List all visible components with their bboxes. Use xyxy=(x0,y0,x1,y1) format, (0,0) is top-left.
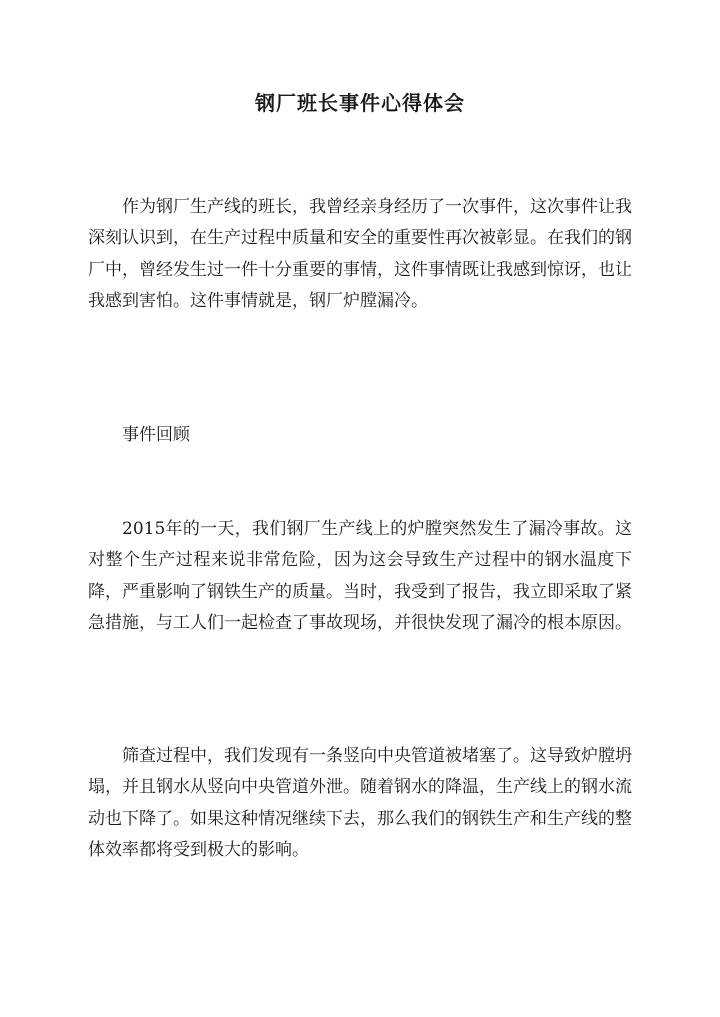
document-title: 钢厂班长事件心得体会 xyxy=(255,91,465,115)
section-heading-event-review: 事件回顾 xyxy=(122,425,190,445)
paragraph-event-description: 2015年的一天，我们钢厂生产线上的炉膛突然发生了漏冷事故。这对整个生产过程来说非常危险，因为这会导致生产过程中的钢水温度下降，严重影响了钢铁生产的质量。当时，我受到了报告，我立即采取了紧急措施，与工人们一起检查了事故现场，并很快发现了漏冷的根本原因。 xyxy=(88,519,632,633)
paragraph-investigation: 筛查过程中，我们发现有一条竖向中央管道被堵塞了。这导致炉膛坍塌，并且钢水从竖向中央管道外泄。随着钢水的降温，生产线上的钢水流动也下降了。如果这种情况继续下去，那么我们的钢铁生产和生产线的整体效率都将受到极大的影响。 xyxy=(88,746,632,860)
paragraph-intro: 作为钢厂生产线的班长，我曾经亲身经历了一次事件，这次事件让我深刻认识到，在生产过程中质量和安全的重要性再次被彰显。在我们的钢厂中，曾经发生过一件十分重要的事情，这件事情既让我感到惊讶，也让我感到害怕。这件事情就是，钢厂炉膛漏冷。 xyxy=(88,197,632,311)
